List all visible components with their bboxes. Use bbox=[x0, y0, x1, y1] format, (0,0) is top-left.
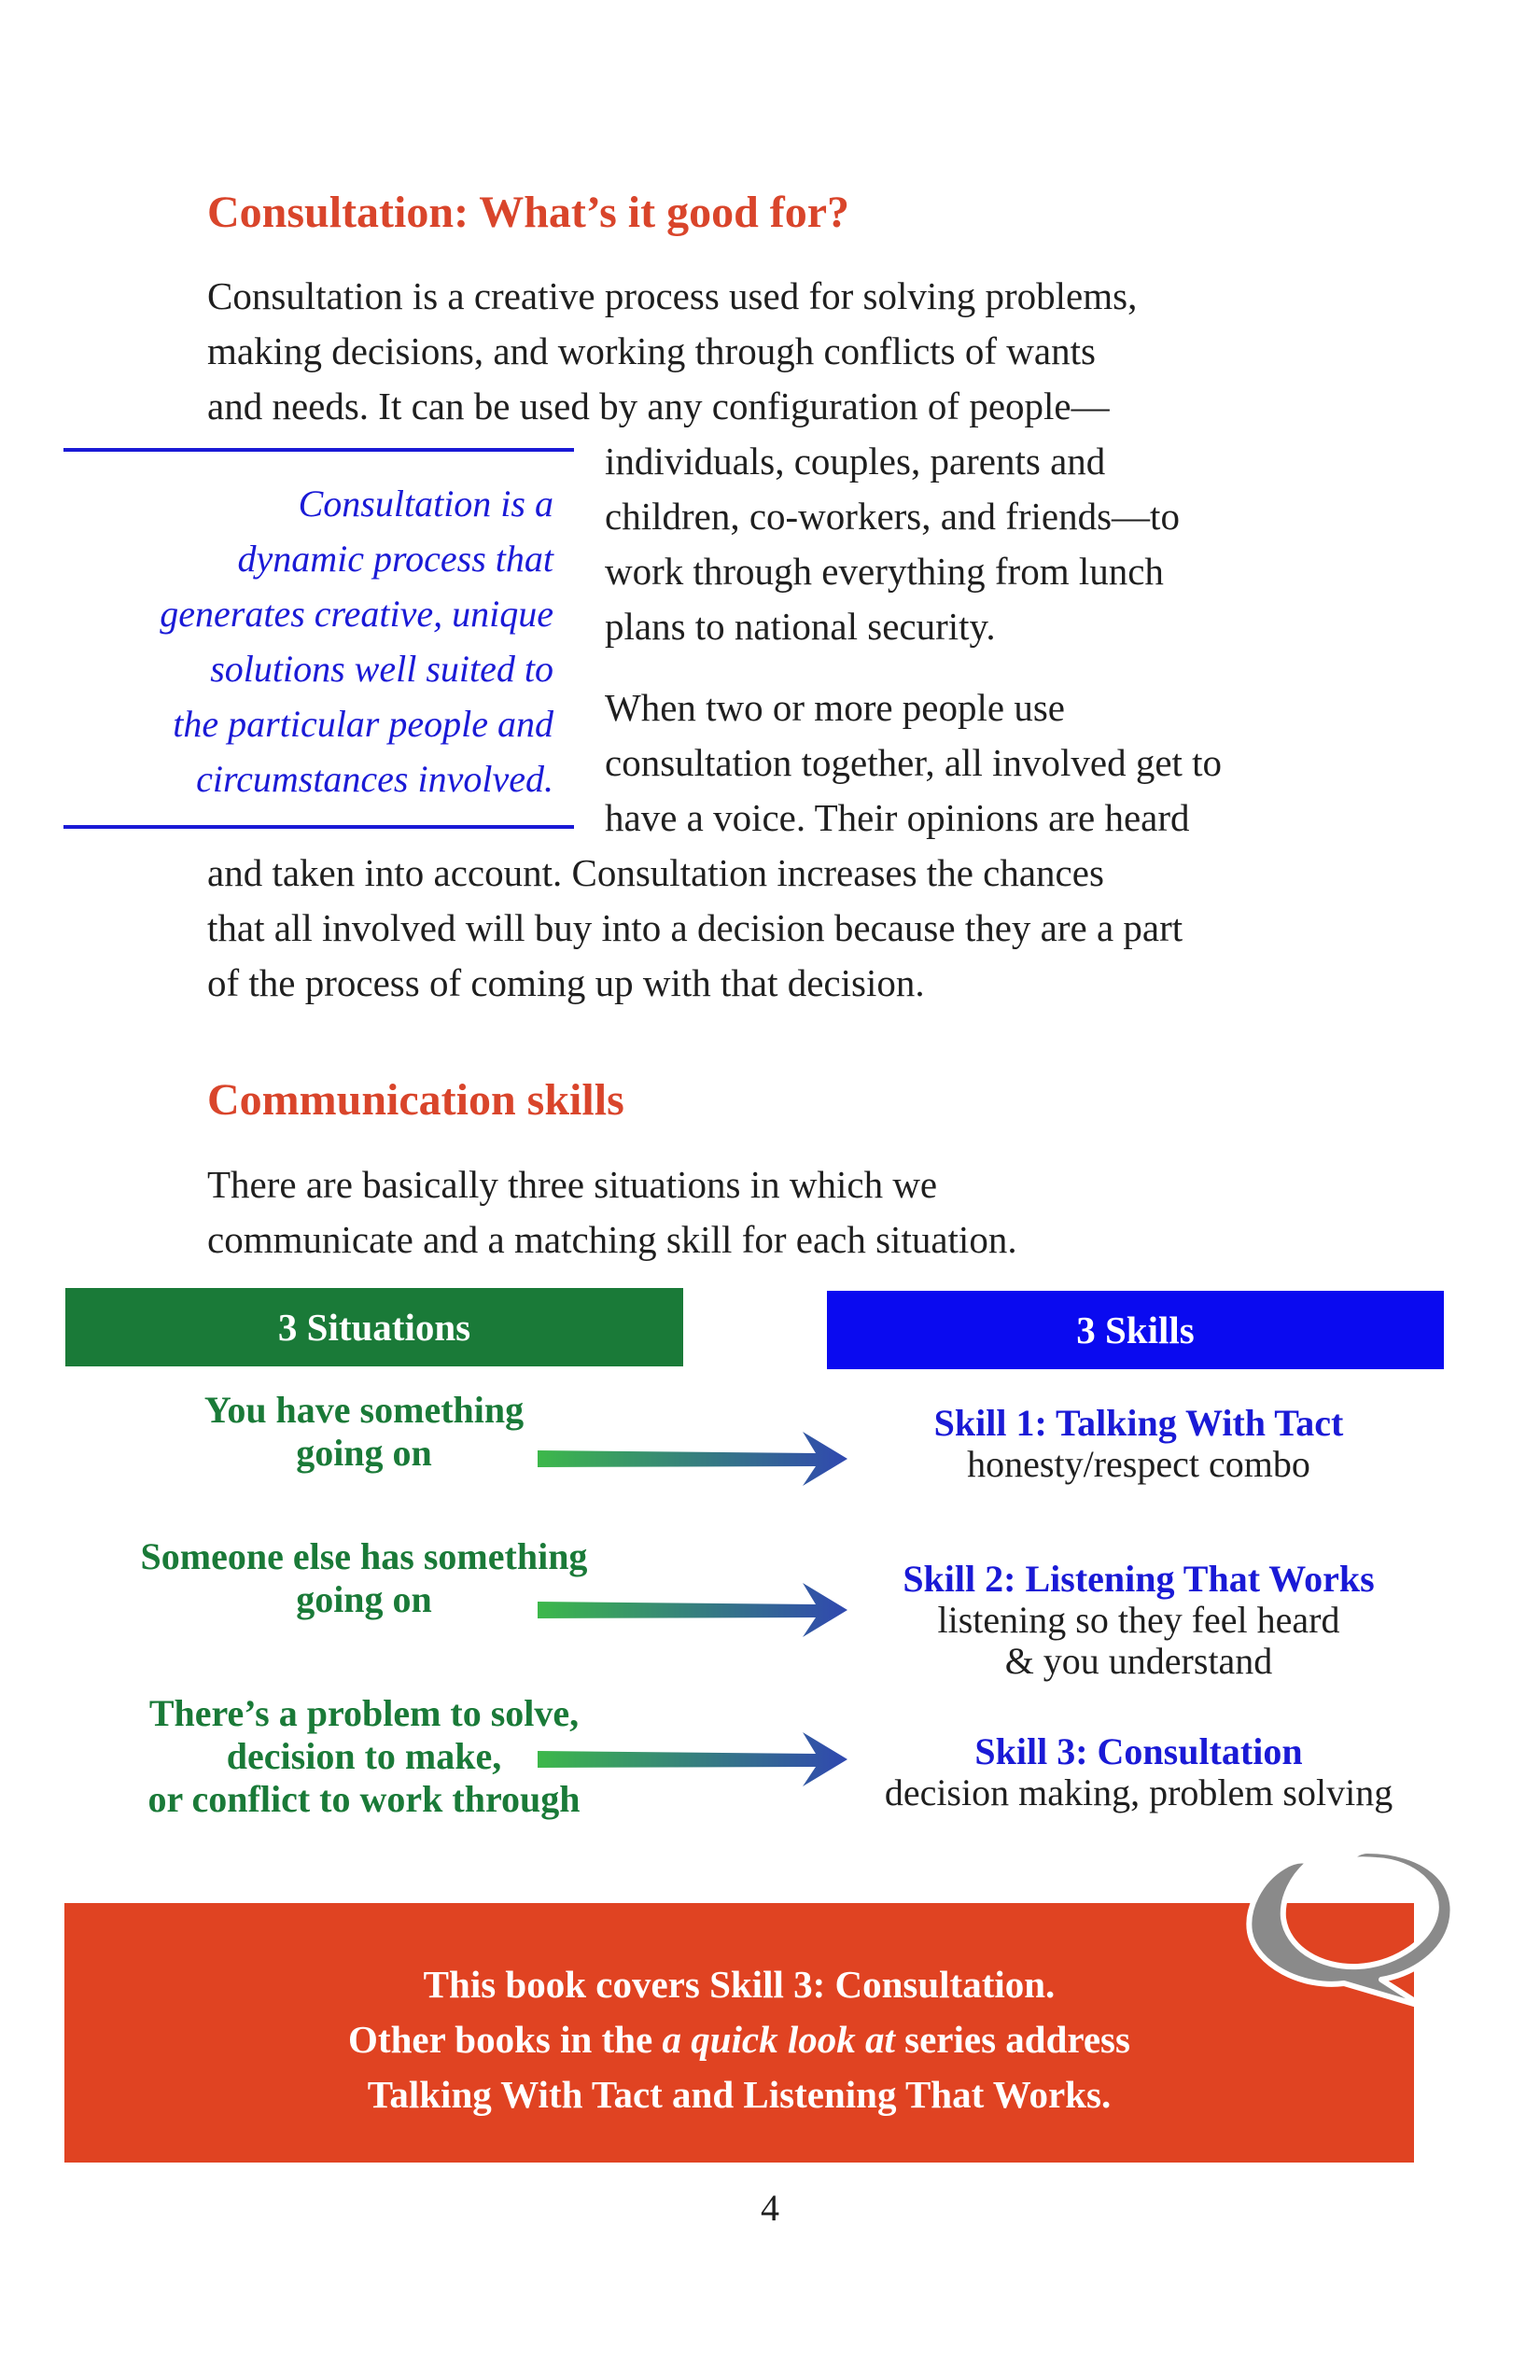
situation-line: There’s a problem to solve, bbox=[148, 1692, 580, 1734]
pull-quote-line: generates creative, unique bbox=[160, 593, 553, 635]
skill-name: Skill 3: Consultation bbox=[974, 1730, 1303, 1772]
text-line: of the process of coming up with that decision. bbox=[207, 961, 925, 1004]
text-line: individuals, couples, parents and bbox=[605, 440, 1106, 483]
skill-name: Skill 2: Listening That Works bbox=[903, 1558, 1375, 1600]
situation-line: You have something bbox=[203, 1389, 525, 1431]
text-line: and taken into account. Consultation increases the chances bbox=[207, 851, 1104, 894]
callout-line: Talking With Tact and Listening That Works. bbox=[367, 2073, 1112, 2116]
paragraph-communication-intro bbox=[207, 1157, 1017, 1267]
text-line: When two or more people use bbox=[605, 686, 1065, 729]
paragraph-consultation-intro-wrap bbox=[605, 434, 1180, 654]
callout-line: This book covers Skill 3: Consultation. bbox=[423, 1963, 1056, 2006]
callout-text-part: series address bbox=[894, 2018, 1130, 2061]
callout-box bbox=[64, 1903, 1414, 2163]
pull-quote-text bbox=[160, 476, 553, 806]
pull-quote-top-rule bbox=[63, 448, 574, 452]
speech-bubble-icon bbox=[1227, 1843, 1470, 2011]
situations-header: 3 Situations bbox=[65, 1288, 683, 1366]
text-line: have a voice. Their opinions are heard bbox=[605, 796, 1190, 839]
skill-2 bbox=[821, 1559, 1456, 1682]
text-line: children, co-workers, and friends—to bbox=[605, 495, 1180, 538]
text-line: consultation together, all involved get to bbox=[605, 741, 1223, 784]
text-line: Consultation is a creative process used for solving problems, bbox=[207, 274, 1138, 317]
paragraph-consultation-voice bbox=[207, 846, 1183, 1011]
skill-description: honesty/respect combo bbox=[967, 1443, 1310, 1485]
text-line: work through everything from lunch bbox=[605, 550, 1164, 593]
skill-description: & you understand bbox=[1004, 1640, 1273, 1682]
skill-description: listening so they feel heard bbox=[937, 1599, 1340, 1641]
situation-line: decision to make, bbox=[226, 1735, 502, 1777]
skill-name: Skill 1: Talking With Tact bbox=[933, 1402, 1344, 1444]
pull-quote-line: solutions well suited to bbox=[210, 648, 553, 690]
callout-text bbox=[64, 1957, 1414, 2122]
section-heading-communication-skills: Communication skills bbox=[207, 1075, 624, 1125]
skills-header: 3 Skills bbox=[827, 1291, 1444, 1369]
text-line: There are basically three situations in which we bbox=[207, 1163, 938, 1206]
paragraph-consultation-voice-wrap bbox=[605, 680, 1222, 846]
skill-3 bbox=[821, 1731, 1456, 1813]
pull-quote-line: dynamic process that bbox=[237, 538, 553, 580]
pull-quote-line: circumstances involved. bbox=[196, 758, 553, 800]
situation-line: going on bbox=[296, 1432, 432, 1474]
pull-quote-line: the particular people and bbox=[173, 703, 553, 745]
text-line: plans to national security. bbox=[605, 605, 996, 648]
pull-quote-bottom-rule bbox=[63, 825, 574, 829]
skill-description: decision making, problem solving bbox=[884, 1771, 1393, 1813]
callout-text-part: Other books in the bbox=[348, 2018, 663, 2061]
text-line: making decisions, and working through conflicts of wants bbox=[207, 329, 1096, 372]
text-line: and needs. It can be used by any configuration of people— bbox=[207, 385, 1110, 427]
series-title: a quick look at bbox=[662, 2018, 895, 2061]
pull-quote bbox=[63, 448, 574, 829]
text-line: that all involved will buy into a decision because they are a part bbox=[207, 906, 1183, 949]
page-number: 4 bbox=[761, 2187, 779, 2229]
text-line: communicate and a matching skill for each situation. bbox=[207, 1218, 1017, 1261]
situation-line: or conflict to work through bbox=[147, 1778, 581, 1820]
situation-line: Someone else has something bbox=[140, 1535, 588, 1577]
paragraph-consultation-intro bbox=[207, 269, 1137, 434]
skill-1 bbox=[821, 1403, 1456, 1485]
section-heading-consultation: Consultation: What’s it good for? bbox=[207, 188, 850, 237]
callout-line bbox=[64, 2012, 1414, 2067]
situation-line: going on bbox=[296, 1578, 432, 1620]
pull-quote-line: Consultation is a bbox=[298, 483, 553, 525]
